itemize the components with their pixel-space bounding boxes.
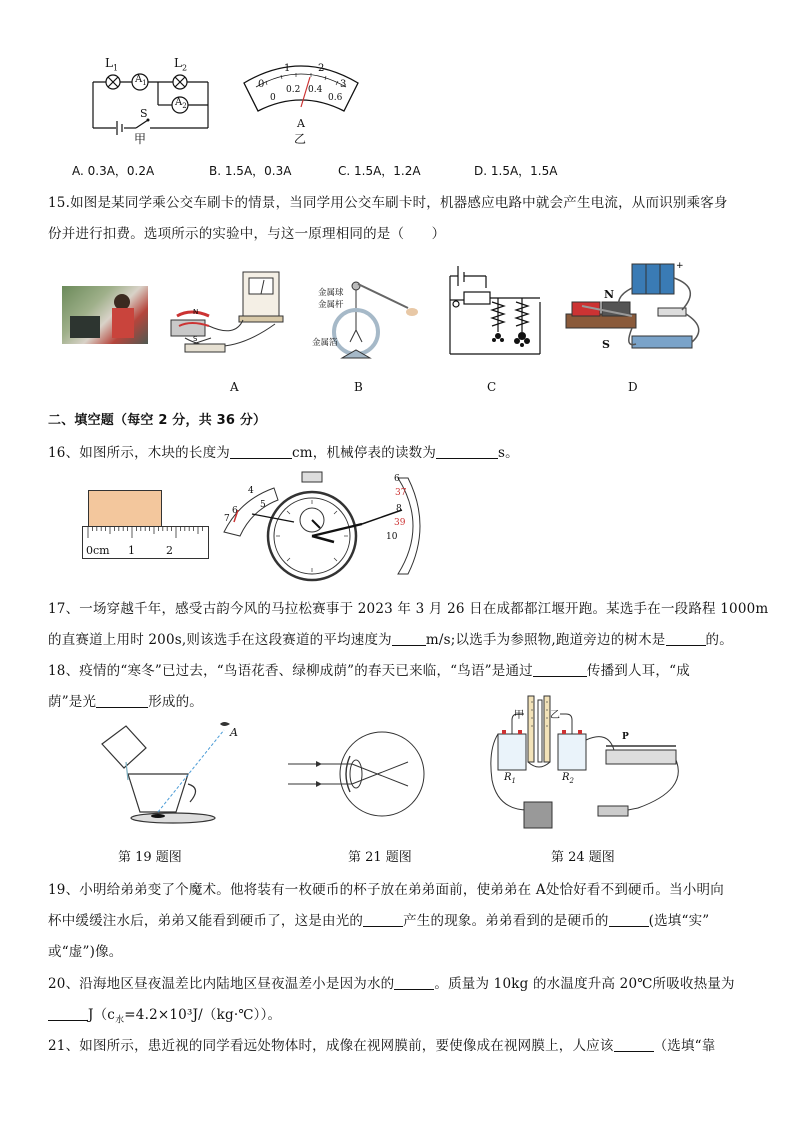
q16-text (48, 441, 519, 461)
ammeter-a2-label: $A_2$ (175, 97, 187, 110)
dial-right-37: 37 (395, 488, 407, 498)
q20-post2b: =4.2×10³J/（kg·℃））。 (124, 1007, 282, 1023)
q20-line1 (48, 972, 735, 992)
fig21-eye-diagram (286, 722, 426, 822)
dial-tick-top: 2 (318, 63, 325, 74)
option-a: A. 0.3A，0.2A (72, 164, 155, 178)
section-heading: 二、填空题（每空 2 分，共 36 分） (48, 413, 267, 428)
ammeter-unit: A (297, 117, 305, 130)
circuit-diagram (88, 50, 218, 145)
lamp-l1-label: $L_1$ (105, 56, 119, 73)
q21-blank-direction[interactable] (614, 1037, 654, 1052)
dial-left-5: 5 (260, 500, 266, 510)
q17-line2 (48, 628, 733, 648)
wood-block (88, 490, 162, 528)
q17-blank-motion[interactable] (666, 631, 706, 646)
dial-left-7: 7 (224, 514, 230, 524)
dial-right-39: 39 (394, 518, 406, 528)
q16-pre: 16、如图所示，木块的长度为 (48, 445, 230, 461)
bus-card-photo (62, 286, 148, 344)
switch-label: S (140, 107, 148, 120)
dial-right-10: 10 (386, 532, 398, 542)
dial-tick-top: 1 (284, 63, 291, 74)
q17-blank-speed[interactable] (392, 631, 426, 646)
electromagnet-experiment-c (444, 262, 544, 360)
q18-blank-medium[interactable] (533, 662, 587, 677)
dial-tick-top: 0 (258, 79, 265, 90)
q21-line1 (48, 1034, 715, 1054)
q19-line1: 19、小明给弟弟变了个魔术。他将装有一枚硬币的杯子放在弟弟面前，使弟弟在 A处恰好看不到硬币。当小明向 (48, 882, 724, 898)
q20-blank-heat[interactable] (48, 1006, 88, 1021)
caption-fig24: 第 24 题图 (551, 850, 615, 865)
q18-line2 (48, 690, 203, 710)
dial-tick-bottom: 0.6 (328, 93, 343, 103)
electroscope-label-ball: 金属球 (318, 288, 344, 298)
dial-left-4: 4 (248, 486, 254, 496)
q15-label-c: C (487, 380, 497, 394)
dial-right-6: 6 (394, 474, 400, 484)
q16-post: s。 (498, 445, 519, 461)
fig19-point-a: A (230, 726, 238, 739)
q19-blank-image-type[interactable] (609, 912, 649, 927)
induction-experiment-a (165, 268, 285, 360)
svg-text:+: + (676, 261, 684, 271)
electroscope-b (312, 278, 432, 364)
fig24-label-yi: 乙 (550, 710, 560, 721)
q18-blank-light[interactable] (96, 693, 148, 708)
lamp-l2-label: $L_2$ (174, 56, 188, 73)
q19-pre2: 杯中缓缓注水后，弟弟又能看到硬币了，这是由光的 (48, 913, 364, 929)
q15-line1: 15.如图是某同学乘公交车刷卡的情景，当同学用公交车刷卡时，机器感应电路中就会产生电流，从而识别乘客身 (48, 195, 728, 211)
q19-mid2: 产生的现象。弟弟看到的是硬币的 (403, 913, 609, 929)
q19-blank-phenomenon[interactable] (363, 912, 403, 927)
stopwatch (222, 470, 432, 582)
dial-right-8: 8 (396, 504, 402, 514)
circuit-caption: 甲 (134, 132, 147, 146)
ammeter-caption: 乙 (294, 132, 307, 146)
fig24-label-r1: $R_1$ (504, 772, 516, 785)
q18-line1 (48, 659, 690, 679)
ammeter-a1-label: $A_1$ (135, 74, 147, 87)
q20-post2a: J（c (88, 1007, 116, 1023)
option-b: B. 1.5A，0.3A (209, 164, 292, 178)
q17-mid2: m/s;以选手为参照物,跑道旁边的树木是 (425, 632, 666, 648)
motor-experiment-d (562, 258, 712, 364)
q19-line3: 或“虚”)像。 (48, 944, 123, 960)
dial-tick-bottom: 0.2 (286, 85, 301, 95)
q15-label-a: A (230, 380, 239, 394)
q17-pre2: 的直赛道上用时 200s,则该选手在这段赛道的平均速度为 (48, 632, 392, 648)
q15-label-b: B (354, 380, 363, 394)
fig24-joule-experiment (488, 690, 698, 840)
q16-blank-time[interactable] (436, 444, 498, 459)
svg-text:S: S (193, 335, 198, 343)
caption-fig19: 第 19 题图 (118, 850, 182, 865)
electroscope-label-rod: 金属杆 (318, 300, 344, 310)
electroscope-label-foil: 金属箔 (312, 338, 338, 348)
q18-pre2: 荫”是光 (48, 694, 97, 710)
fig24-label-r2: $R_2$ (562, 772, 574, 785)
magnet-s-label: S (602, 338, 610, 351)
dial-tick-bottom: 0 (270, 93, 276, 103)
ruler-label-0: 0cm (86, 544, 110, 557)
fig24-label-jia: 甲 (514, 710, 524, 721)
ruler-label-2: 2 (166, 544, 173, 557)
ruler-with-block (82, 490, 212, 560)
q21-post: （选填“靠 (653, 1038, 716, 1054)
q17-post2: 的。 (705, 632, 733, 648)
q16-mid: cm，机械停表的读数为 (291, 445, 437, 461)
q15-label-d: D (628, 380, 638, 394)
q15-line2: 份并进行扣费。选项所示的实验中，与这一原理相同的是（ ） (48, 226, 446, 242)
option-c: C. 1.5A，1.2A (338, 164, 421, 178)
fig19-cup-coin (98, 716, 248, 828)
q18-pre1: 18、疫情的“寒冬”已过去，“鸟语花香、绿柳成荫”的春天已来临，“鸟语”是通过 (48, 663, 533, 679)
magnet-n-label: N (604, 288, 615, 301)
svg-text:N: N (193, 308, 199, 316)
option-d: D. 1.5A，1.5A (474, 164, 558, 178)
dial-tick-top: 3 (340, 79, 347, 90)
q20-line2 (48, 1003, 281, 1026)
q20-post1: 。质量为 10kg 的水温度升高 20℃所吸收热量为 (434, 976, 735, 992)
ruler-label-1: 1 (128, 544, 135, 557)
q18-post2: 形成的。 (148, 694, 204, 710)
q17-line1: 17、一场穿越千年，感受古韵今风的马拉松赛事于 2023 年 3 月 26 日在成都都江堰开跑。某选手在一段路程 1000m (48, 601, 769, 617)
q16-blank-length[interactable] (230, 444, 292, 459)
dial-tick-bottom: 0.4 (308, 85, 323, 95)
q20-subscript-water: 水 (115, 1015, 125, 1026)
q20-pre1: 20、沿海地区昼夜温差比内陆地区昼夜温差小是因为水的 (48, 976, 395, 992)
q18-post1: 传播到人耳，“成 (586, 663, 690, 679)
fig24-label-p: P (622, 732, 629, 742)
q19-line2 (48, 909, 709, 929)
q21-pre: 21、如图所示，患近视的同学看远处物体时，成像在视网膜前，要使像成在视网膜上，人应该 (48, 1038, 614, 1054)
dial-left-6: 6 (232, 506, 238, 516)
q19-post2: (选填“实” (648, 913, 710, 929)
ammeter-dial (236, 55, 366, 145)
caption-fig21: 第 21 题图 (348, 850, 412, 865)
q20-blank-property[interactable] (394, 975, 434, 990)
